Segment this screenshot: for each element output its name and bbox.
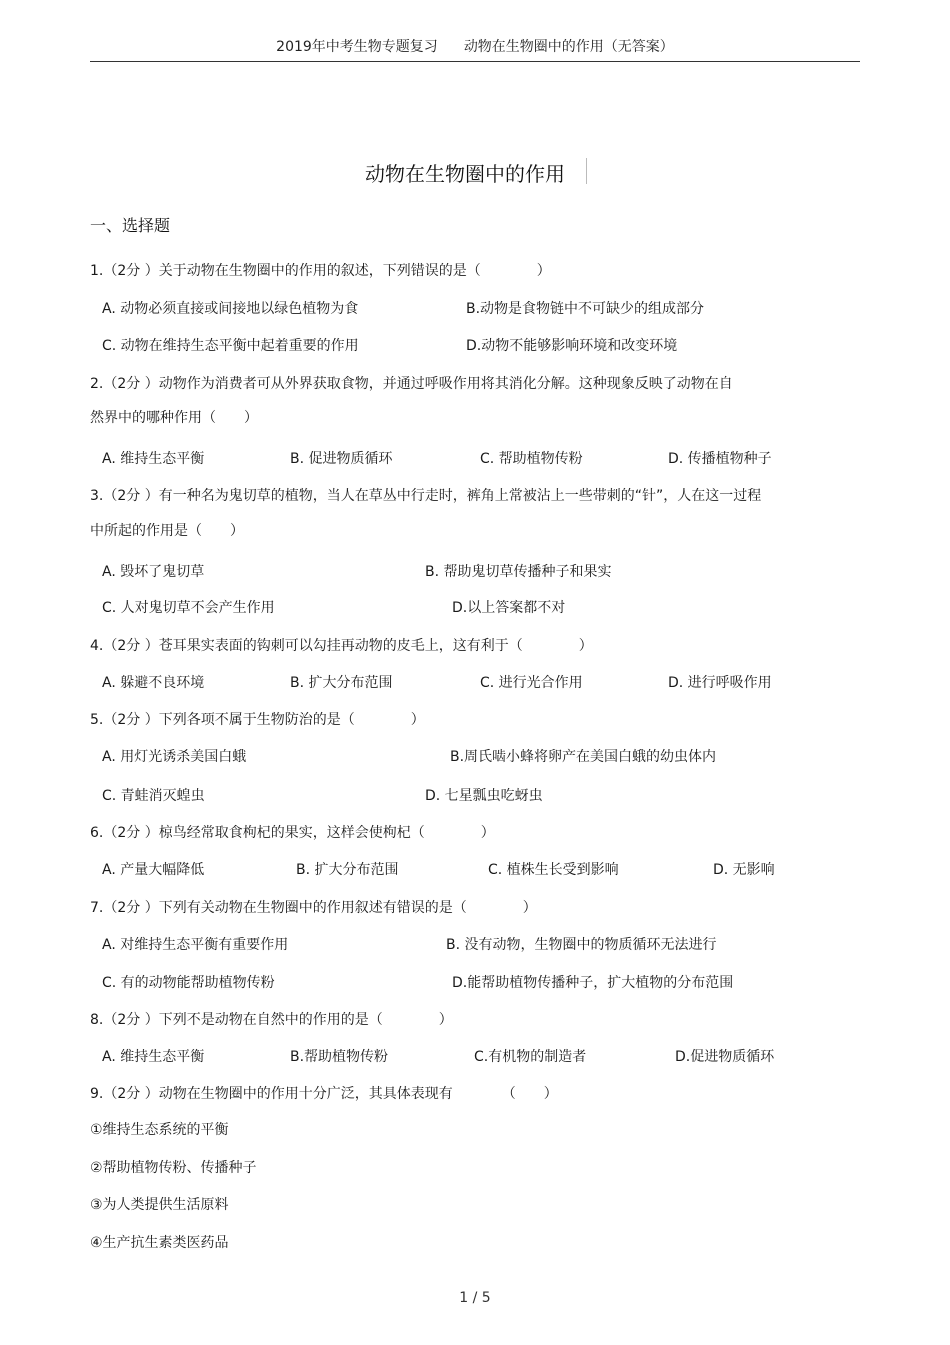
q4-option-d: D. 进行呼吸作用 (668, 675, 772, 691)
q6-option-a: A. 产量大幅降低 (102, 862, 205, 878)
question-3-stem-cont: 中所起的作用是（ ） (90, 523, 244, 539)
q4-option-b: B. 扩大分布范围 (290, 675, 393, 691)
question-8-stem: 8.（2分 ）下列不是动物在自然中的作用的是（ ） (90, 1012, 453, 1028)
q4-option-c: C. 进行光合作用 (480, 675, 583, 691)
q3-option-a: A. 毁坏了鬼切草 (102, 564, 205, 580)
question-6-stem: 6.（2分 ）椋鸟经常取食枸杞的果实，这样会使枸杞（ ） (90, 825, 495, 841)
q7-option-b: B. 没有动物，生物圈中的物质循环无法进行 (446, 937, 717, 953)
question-7-stem: 7.（2分 ）下列有关动物在生物圈中的作用叙述有错误的是（ ） (90, 900, 537, 916)
q8-option-a: A. 维持生态平衡 (102, 1049, 205, 1065)
q2-option-d: D. 传播植物种子 (668, 451, 772, 467)
q9-item-4: ④生产抗生素类医药品 (90, 1235, 229, 1251)
q6-option-c: C. 植株生长受到影响 (488, 862, 619, 878)
q2-option-c: C. 帮助植物传粉 (480, 451, 583, 467)
q1-option-b: B.动物是食物链中不可缺少的组成部分 (466, 301, 705, 317)
q8-option-b: B.帮助植物传粉 (290, 1049, 389, 1065)
question-2-stem: 2.（2分 ）动物作为消费者可从外界获取食物，并通过呼吸作用将其消化分解。这种现象反映了动物在自 (90, 376, 733, 392)
header-left: 2019年中考生物专题复习 (276, 39, 438, 55)
q3-option-b: B. 帮助鬼切草传播种子和果实 (425, 564, 612, 580)
q8-option-c: C.有机物的制造者 (474, 1049, 587, 1065)
question-2-stem-cont: 然界中的哪种作用（ ） (90, 410, 258, 426)
page-header (90, 36, 860, 56)
document-title: 动物在生物圈中的作用 (365, 162, 565, 186)
q5-option-c: C. 青蛙消灭蝗虫 (102, 788, 205, 804)
page-number: 1 / 5 (459, 1290, 491, 1306)
q5-option-d: D. 七星瓢虫吃蚜虫 (425, 788, 543, 804)
q1-option-c: C. 动物在维持生态平衡中起着重要的作用 (102, 338, 359, 354)
title-cursor-mark (586, 158, 587, 184)
q8-option-d: D.促进物质循环 (675, 1049, 775, 1065)
q6-option-b: B. 扩大分布范围 (296, 862, 399, 878)
q3-option-d: D.以上答案都不对 (452, 600, 566, 616)
header-rule (90, 61, 860, 62)
q6-option-d: D. 无影响 (713, 862, 775, 878)
question-3-stem: 3.（2分 ）有一种名为鬼切草的植物，当人在草丛中行走时，裤角上常被沾上一些带刺的“针”，人在这一过程 (90, 488, 762, 504)
q2-option-b: B. 促进物质循环 (290, 451, 393, 467)
q5-option-b: B.周氏啮小蜂将卵产在美国白蛾的幼虫体内 (450, 749, 717, 765)
q7-option-c: C. 有的动物能帮助植物传粉 (102, 975, 275, 991)
q1-option-a: A. 动物必须直接或间接地以绿色植物为食 (102, 301, 359, 317)
q9-item-1: ①维持生态系统的平衡 (90, 1122, 229, 1138)
q9-item-3: ③为人类提供生活原料 (90, 1197, 229, 1213)
q2-option-a: A. 维持生态平衡 (102, 451, 205, 467)
question-9-stem: 9.（2分 ）动物在生物圈中的作用十分广泛，其具体表现有 （ ） (90, 1086, 558, 1102)
header-right: 动物在生物圈中的作用（无答案） (463, 39, 674, 55)
q7-option-a: A. 对维持生态平衡有重要作用 (102, 937, 289, 953)
q7-option-d: D.能帮助植物传播种子，扩大植物的分布范围 (452, 975, 734, 991)
q9-item-2: ②帮助植物传粉、传播种子 (90, 1160, 257, 1176)
q1-option-d: D.动物不能够影响环境和改变环境 (466, 338, 678, 354)
q5-option-a: A. 用灯光诱杀美国白蛾 (102, 749, 247, 765)
section-heading: 一、选择题 (90, 216, 171, 235)
question-1-stem: 1.（2分 ）关于动物在生物圈中的作用的叙述，下列错误的是（ ） (90, 263, 551, 279)
q4-option-a: A. 躲避不良环境 (102, 675, 205, 691)
question-5-stem: 5.（2分 ）下列各项不属于生物防治的是（ ） (90, 712, 425, 728)
question-4-stem: 4.（2分 ）苍耳果实表面的钩刺可以勾挂再动物的皮毛上，这有利于（ ） (90, 638, 593, 654)
q3-option-c: C. 人对鬼切草不会产生作用 (102, 600, 275, 616)
